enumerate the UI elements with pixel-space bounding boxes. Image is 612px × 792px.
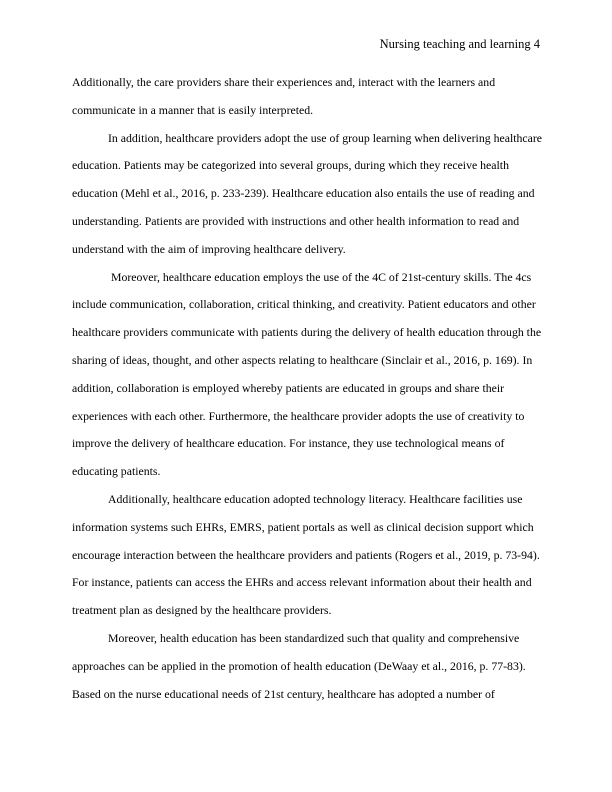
paragraph: Moreover, healthcare education employs the use of the 4C of 21st-century skills. The 4cs include communication, collaboration, critical thinking, and creativity. Patient educators and other healthcare providers communicate with patients during the delivery of health education through the sharing of ideas, thought, and other aspects relating to healthcare (Sinclair et al., 2016, p. 169). In addition, collaboration is employed whereby patients are educated in groups and share their experiences with each other. Furthermore, the healthcare provider adopts the use of creativity to improve the delivery of healthcare education. For instance, they use technological means of educating patients. <box>72 269 545 479</box>
paragraph: Additionally, the care providers share their experiences and, interact with the learners and communicate in a manner that is easily interpreted. <box>72 75 496 117</box>
paragraph: Moreover, health education has been standardized such that quality and comprehensive approaches can be applied in the promotion of health education (DeWaay et al., 2016, p. 77-83). Based on the nurse educational needs of 21st century, healthcare has adopted a number of <box>72 630 526 701</box>
body-text <box>72 69 543 708</box>
paragraph: Additionally, healthcare education adopted technology literacy. Healthcare facilities use information systems such EHRs, EMRS, patient portals as well as clinical decision support which encourage interaction between the healthcare providers and patients (Rogers et al., 2019, p. 73-94). For instance, patients can access the EHRs and access relevant information about their health and treatment plan as designed by the healthcare providers. <box>72 491 540 618</box>
paragraph: In addition, healthcare providers adopt the use of group learning when delivering healthcare education. Patients may be categorized into several groups, during which they receive health education (Mehl et al., 2016, p. 233-239). Healthcare education also entails the use of reading and understanding. Patients are provided with instructions and other health information to read and understand with the aim of improving healthcare delivery. <box>72 130 543 256</box>
running-head: Nursing teaching and learning 4 <box>379 37 540 51</box>
